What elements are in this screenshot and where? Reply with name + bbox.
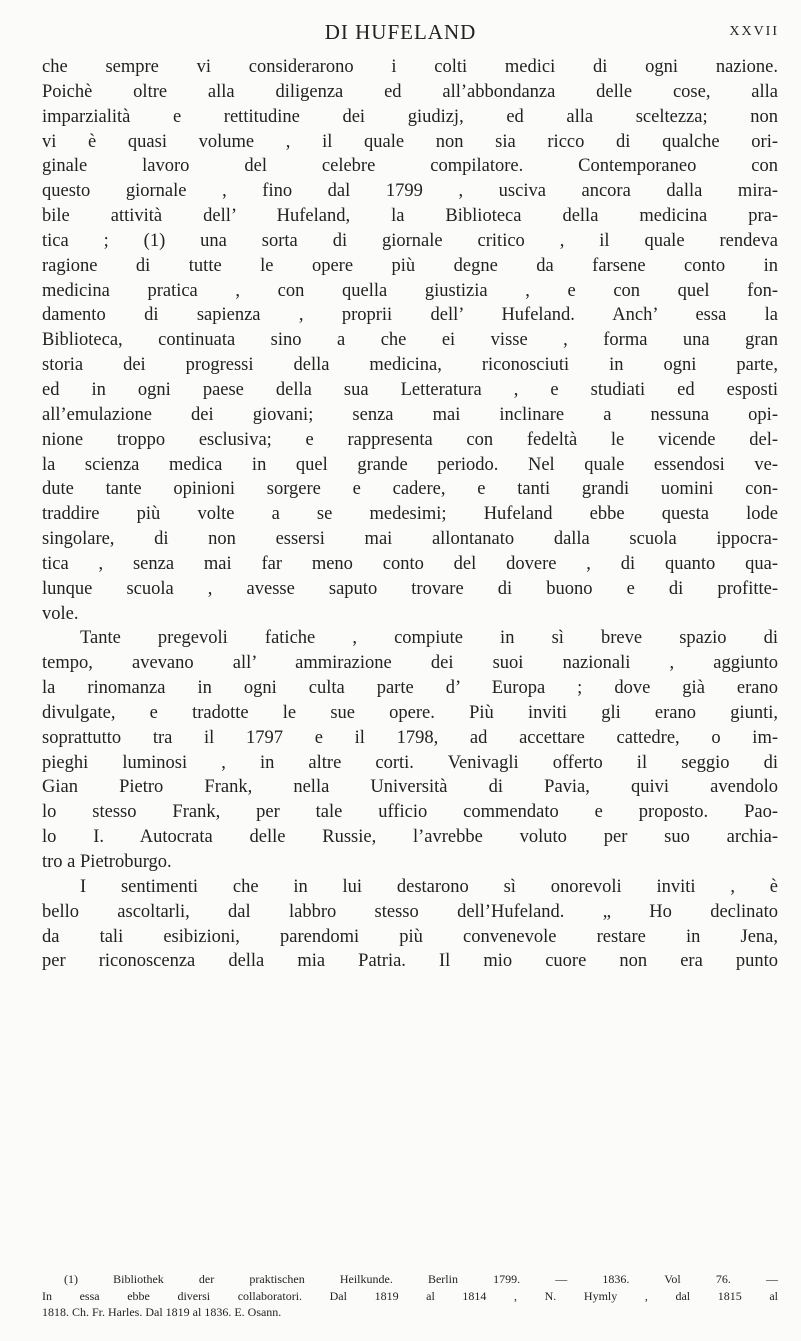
page-number: XXVII bbox=[729, 24, 779, 39]
text-line: questo giornale , fino dal 1799 , usciva ancora dalla mira- bbox=[42, 181, 778, 202]
text-line: lo stesso Frank, per tale ufficio commendato e proposto. Pao- bbox=[42, 802, 778, 823]
text-line: tempo, avevano all’ ammirazione dei suoi nazionali , aggiunto bbox=[42, 653, 778, 674]
text-line: che sempre vi considerarono i colti medici di ogni nazione. bbox=[42, 57, 778, 77]
text-line: dute tante opinioni sorgere e cadere, e tanti grandi uomini con- bbox=[42, 479, 778, 500]
text-line: da tali esibizioni, parendomi più convenevole restare in Jena, bbox=[42, 926, 778, 947]
text-line: Biblioteca, continuata sino a che ei visse , forma una gran bbox=[42, 330, 778, 351]
page-header bbox=[0, 20, 801, 50]
text-line: lo I. Autocrata delle Russie, l’avrebbe voluto per suo archia- bbox=[42, 827, 778, 848]
text-line: pieghi luminosi , in altre corti. Venivagli offerto il seggio di bbox=[42, 752, 778, 773]
text-line: singolare, di non essersi mai allontanato dalla scuola ippocra- bbox=[42, 529, 778, 550]
text-line: tro a Pietroburgo. bbox=[42, 852, 172, 872]
footnote-line: In essa ebbe diversi collaboratori. Dal 1819 al 1814 , N. Hymly , dal 1815 al bbox=[42, 1288, 778, 1303]
text-line: imparzialità e rettitudine dei giudizj, ed alla sceltezza; non bbox=[42, 106, 778, 127]
text-line: storia dei progressi della medicina, riconosciuti in ogni parte, bbox=[42, 355, 778, 376]
text-line: Tante pregevoli fatiche , compiute in sì breve spazio di bbox=[80, 628, 778, 649]
text-line: Gian Pietro Frank, nella Università di Pavia, quivi avendolo bbox=[42, 777, 778, 798]
text-line: la rinomanza in ogni culta parte d’ Europa ; dove già erano bbox=[42, 678, 778, 699]
text-line: damento di sapienza , proprii dell’ Hufeland. Anch’ essa la bbox=[42, 305, 778, 326]
text-line: traddire più volte a se medesimi; Hufeland ebbe questa lode bbox=[42, 504, 778, 525]
text-line: bello ascoltarli, dal labbro stesso dell’Hufeland. „ Ho declinato bbox=[42, 901, 778, 922]
text-line: ginale lavoro del celebre compilatore. Contemporaneo con bbox=[42, 156, 778, 177]
body-text bbox=[42, 55, 778, 974]
footnote-line: (1) Bibliothek der praktischen Heilkunde. Berlin 1799. — 1836. Vol 76. — bbox=[64, 1272, 778, 1286]
text-line: I sentimenti che in lui destarono sì onorevoli inviti , è bbox=[80, 876, 778, 897]
text-line: Poichè oltre alla diligenza ed all’abbondanza delle cose, alla bbox=[42, 81, 778, 102]
footnotes bbox=[42, 1271, 778, 1321]
text-line: ed in ogni paese della sua Letteratura , e studiati ed esposti bbox=[42, 379, 778, 400]
text-line: bile attività dell’ Hufeland, la Biblioteca della medicina pra- bbox=[42, 206, 778, 227]
text-line: tica ; (1) una sorta di giornale critico , il quale rendeva bbox=[42, 230, 778, 251]
text-line: lunque scuola , avesse saputo trovare di buono e di profitte- bbox=[42, 578, 778, 599]
text-line: soprattutto tra il 1797 e il 1798, ad accettare cattedre, o im- bbox=[42, 727, 778, 748]
text-line: la scienza medica in quel grande periodo. Nel quale essendosi ve- bbox=[42, 454, 778, 475]
text-line: per riconoscenza della mia Patria. Il mio cuore non era punto bbox=[42, 951, 778, 972]
text-line: divulgate, e tradotte le sue opere. Più inviti gli erano giunti, bbox=[42, 702, 778, 723]
text-line: vole. bbox=[42, 603, 79, 624]
text-line: ragione di tutte le opere più degne da farsene conto in bbox=[42, 255, 778, 276]
text-line: medicina pratica , con quella giustizia , e con quel fon- bbox=[42, 280, 778, 301]
text-line: nione troppo esclusiva; e rappresenta con fedeltà le vicende del- bbox=[42, 429, 778, 450]
text-line: all’emulazione dei giovani; senza mai inclinare a nessuna opi- bbox=[42, 404, 778, 425]
text-line: vi è quasi volume , il quale non sia ricco di qualche ori- bbox=[42, 131, 778, 152]
running-head: DI HUFELAND bbox=[324, 20, 477, 44]
text-line: tica , senza mai far meno conto del dovere , di quanto qua- bbox=[42, 553, 778, 574]
footnote-line: 1818. Ch. Fr. Harles. Dal 1819 al 1836. E. Osann. bbox=[42, 1305, 282, 1319]
